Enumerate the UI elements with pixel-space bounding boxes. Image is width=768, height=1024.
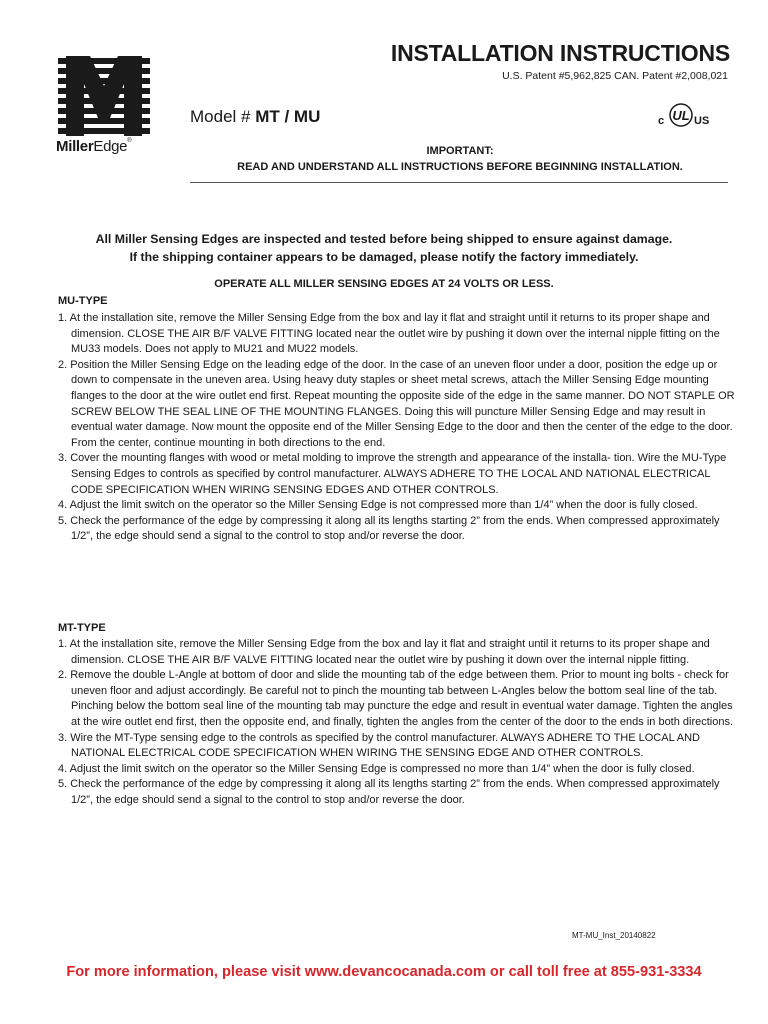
important-notice (190, 143, 730, 175)
mt-type-steps (58, 637, 742, 809)
mu-step-5: 5. Check the performance of the edge by compressing it along all its lengths starting 2” from the ends. When compressed approximately 1/2”, the edge should send a signal to the control to stop and/or reverse the door. (58, 514, 720, 543)
mt-step-4: 4. Adjust the limit switch on the operator so the Miller Sensing Edge is compressed no more than 1/4” when the door is fully closed. (58, 762, 695, 775)
inspection-line-2: If the shipping container appears to be damaged, please notify the factory immediately. (129, 250, 639, 264)
patent-numbers: U.S. Patent #5,962,825 CAN. Patent #2,008,021 (502, 70, 728, 82)
header-divider (190, 182, 728, 183)
brand-bold: Miller (56, 138, 94, 155)
voltage-notice: OPERATE ALL MILLER SENSING EDGES AT 24 VOLTS OR LESS. (214, 278, 554, 290)
mt-step-2: 2. Remove the double L-Angle at bottom of door and slide the mounting tab of the edge between them. Prior to mount ing bolts - check for uneven floor and adjust accordingly. Be careful not to pinch the mounting tab between L-Angles below the bottom seal line of the tab. Pinching below the bottom seal line of the mounting tab may puncture the edge and result in eventual water damage. Tighten the angles at the wire outlet end first, then the opposite end, and finally, tighten the angles from the center of the door to the ends in both directions. (58, 669, 734, 728)
important-label: IMPORTANT: (426, 145, 494, 157)
brand-name (56, 138, 131, 155)
cert-ul: UL (672, 108, 690, 123)
m-logo-icon (56, 56, 152, 136)
mu-type-heading: MU-TYPE (58, 295, 108, 307)
inspection-notice (40, 230, 728, 266)
mt-step-1: 1. At the installation site, remove the Miller Sensing Edge from the box and lay it flat and straight until it returns to its proper shape and dimension. CLOSE THE AIR B/F VALVE FITTING located near the outlet wire by pushing it down over the internal nipple fitting. (58, 638, 710, 666)
contact-footer: For more information, please visit www.devancocanada.com or call toll free at 855-931-3334 (66, 964, 702, 980)
document-id: MT-MU_Inst_20140822 (572, 931, 656, 940)
mu-step-3: 3. Cover the mounting flanges with wood or metal molding to improve the strength and appearance of the installa- tion. Wire the MU-Type Sensing Edges to controls as specified by control manufacturer. ALWAYS ADHERE TO THE LOCAL AND NATIONAL ELECTRICAL CODE SPECIFICATION WHEN WIRING SENSING EDGES AND OTHER CONTROLS. (58, 452, 727, 496)
mt-step-3: 3. Wire the MT-Type sensing edge to the controls as specified by the control manufacturer. ALWAYS ADHERE TO THE LOCAL AND NATIONAL ELECTRICAL CODE SPECIFICATION WHEN WIRING THE SENSING EDGE AND OTHER CONTROLS. (58, 731, 700, 760)
important-text: READ AND UNDERSTAND ALL INSTRUCTIONS BEFORE BEGINNING INSTALLATION. (237, 161, 683, 173)
mu-step-2: 2. Position the Miller Sensing Edge on the leading edge of the door. In the case of an uneven floor under a door, position the edge up or down to compensate in the uneven area. Using heavy duty staples or sheet metal screws, attach the Miller Sensing Edge mounting flanges to the door at the wire outlet end first. Repeat mounting the opposite side of the edge in the same manner. DO NOT STAPLE OR SCREW BELOW THE SEAL LINE OF THE MOUNTING FLANGES. Doing this will puncture Miller Sensing Edge and may result in eventual water damage. Now mount the opposite end of the Miller Sensing Edge to the door and then the center of the edge to the door. From the center, continue mounting in both directions to the end. (58, 358, 735, 449)
cul-us-certification-icon (656, 103, 716, 127)
mt-step-5: 5. Check the performance of the edge by compressing it along all its lengths starting 2” from the ends. When compressed approximately 1/2”, the edge should send a signal to the control to stop and/or reverse the door. (58, 778, 720, 806)
miller-edge-logo (56, 56, 152, 136)
document-title: INSTALLATION INSTRUCTIONS (390, 40, 730, 66)
model-value: MT / MU (255, 107, 321, 126)
registered-mark: ® (127, 138, 132, 144)
mt-type-heading: MT-TYPE (58, 622, 106, 634)
brand-regular: Edge (93, 138, 128, 155)
inspection-line-1: All Miller Sensing Edges are inspected and tested before being shipped to ensure against damage. (95, 232, 673, 246)
mu-step-1: 1. At the installation site, remove the Miller Sensing Edge from the box and lay it flat and straight until it returns to its proper shape and dimension. CLOSE THE AIR B/F VALVE FITTING located near the outlet wire by pushing it down over the internal nipple fitting on the MU33 models. Does not apply to MU21 and MU22 models. (58, 312, 720, 356)
cert-c: c (658, 115, 665, 127)
model-line (190, 107, 320, 127)
model-label: Model # (190, 107, 256, 126)
mu-step-4: 4. Adjust the limit switch on the operator so the Miller Sensing Edge is not compressed more than 1/4” when the door is fully closed. (58, 499, 698, 512)
mu-type-steps (58, 311, 742, 545)
cert-us: US (694, 115, 710, 127)
